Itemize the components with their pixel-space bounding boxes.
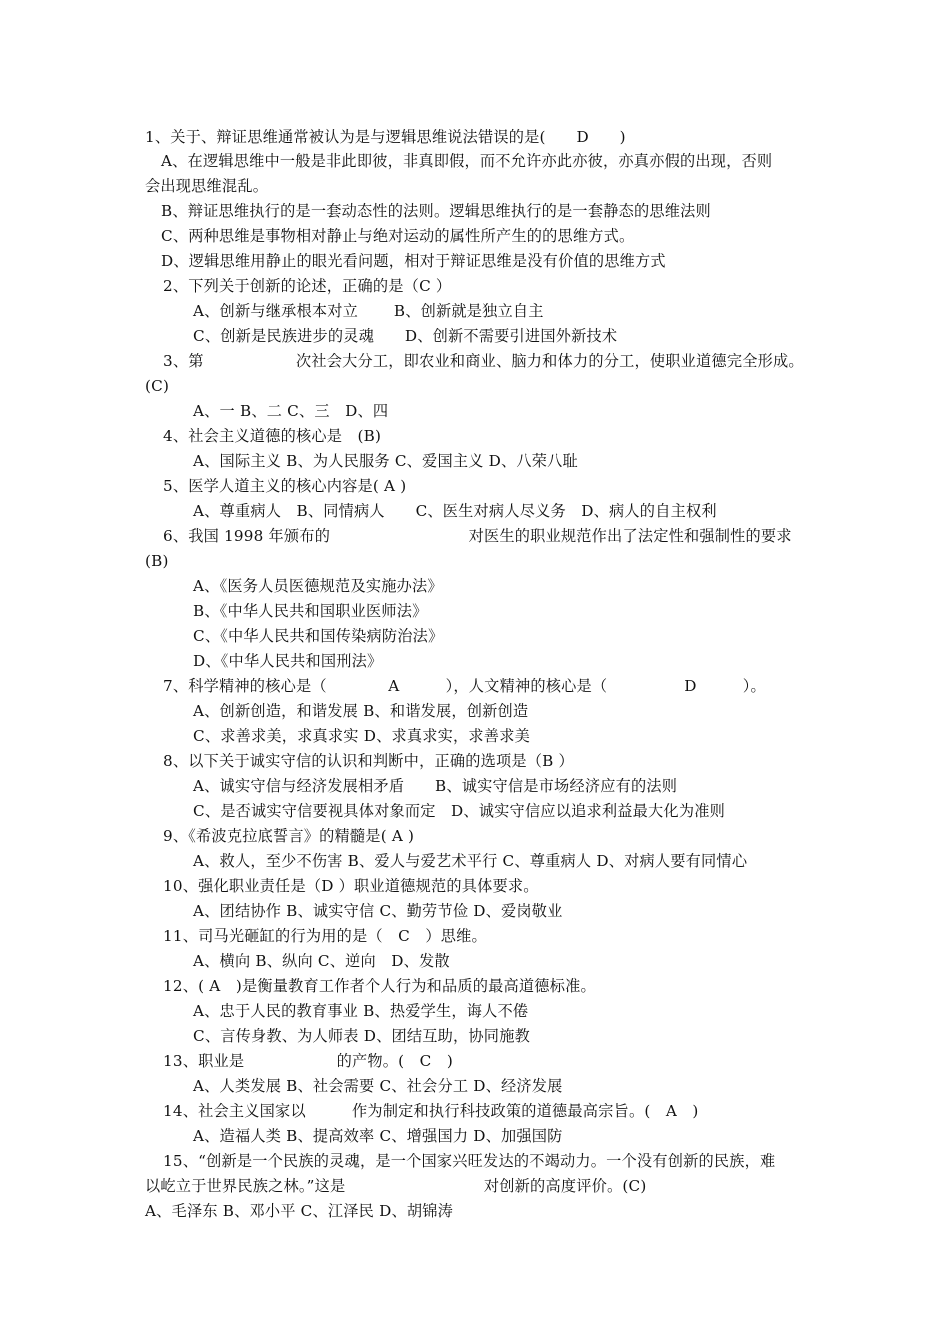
question-15-stem: 15、“创新是一个民族的灵魂，是一个国家兴旺发达的不竭动力。一个没有创新的民族，难 <box>163 1152 776 1170</box>
question-7-stem: 7、科学精神的核心是（ A ），人文精神的核心是（ D ）。 <box>163 677 766 695</box>
q9-options: A、救人，至少不伤害 B、爱人与爱艺术平行 C、尊重病人 D、对病人要有同情心 <box>193 852 748 870</box>
q3-options: A、一 B、二 C、三 D、四 <box>193 402 389 420</box>
question-13-stem: 13、职业是 的产物。( C ) <box>163 1052 453 1070</box>
question-9-stem: 9、《希波克拉底誓言》的精髓是( A ) <box>163 827 415 845</box>
q1-option-b: B、辩证思维执行的是一套动态性的法则。逻辑思维执行的是一套静态的思维法则 <box>161 202 711 220</box>
question-15-stem-cont: 以屹立于世界民族之林。”这是 对创新的高度评价。(C) <box>145 1177 647 1195</box>
question-10-stem: 10、强化职业责任是（D ）职业道德规范的具体要求。 <box>163 877 539 895</box>
question-1-stem: 1、关于、辩证思维通常被认为是与逻辑思维说法错误的是( D ) <box>145 128 626 146</box>
q15-options: A、毛泽东 B、邓小平 C、江泽民 D、胡锦涛 <box>145 1202 454 1220</box>
q1-option-d: D、逻辑思维用静止的眼光看问题，相对于辩证思维是没有价值的思维方式 <box>161 252 666 270</box>
q2-options-cd: C、创新是民族进步的灵魂 D、创新不需要引进国外新技术 <box>193 327 618 345</box>
q6-option-b: B、《中华人民共和国职业医师法》 <box>193 602 428 620</box>
question-11-stem: 11、司马光砸缸的行为用的是（ C ）思维。 <box>163 927 487 945</box>
q11-options: A、横向 B、纵向 C、逆向 D、发散 <box>193 952 450 970</box>
q13-options: A、人类发展 B、社会需要 C、社会分工 D、经济发展 <box>193 1077 563 1095</box>
q12-options-ab: A、忠于人民的教育事业 B、热爱学生，诲人不倦 <box>193 1002 529 1020</box>
q3-answer: (C) <box>145 377 170 395</box>
q1-option-c: C、两种思维是事物相对静止与绝对运动的属性所产生的的思维方式。 <box>161 227 635 245</box>
q7-options-ab: A、创新创造，和谐发展 B、和谐发展，创新创造 <box>193 702 529 720</box>
question-6-stem: 6、我国 1998 年颁布的 对医生的职业规范作出了法定性和强制性的要求 <box>163 527 792 545</box>
q12-options-cd: C、言传身教、为人师表 D、团结互助，协同施教 <box>193 1027 530 1045</box>
q1-option-a-cont: 会出现思维混乱。 <box>145 177 269 195</box>
q8-options-ab: A、诚实守信与经济发展相矛盾 B、诚实守信是市场经济应有的法则 <box>193 777 678 795</box>
q8-options-cd: C、是否诚实守信要视具体对象而定 D、诚实守信应以追求利益最大化为准则 <box>193 802 725 820</box>
question-3-stem: 3、第 次社会大分工，即农业和商业、脑力和体力的分工，使职业道德完全形成。 <box>163 352 804 370</box>
question-14-stem: 14、社会主义国家以 作为制定和执行科技政策的道德最高宗旨。( A ) <box>163 1102 699 1120</box>
q6-option-d: D、《中华人民共和国刑法》 <box>193 652 383 670</box>
question-2-stem: 2、下列关于创新的论述，正确的是（C ） <box>163 277 452 295</box>
q6-option-a: A、《医务人员医德规范及实施办法》 <box>193 577 443 595</box>
q5-options: A、尊重病人 B、同情病人 C、医生对病人尽义务 D、病人的自主权利 <box>193 502 717 520</box>
q10-options: A、团结协作 B、诚实守信 C、勤劳节俭 D、爱岗敬业 <box>193 902 563 920</box>
question-4-stem: 4、社会主义道德的核心是 (B) <box>163 427 382 445</box>
q7-options-cd: C、求善求美，求真求实 D、求真求实，求善求美 <box>193 727 530 745</box>
question-5-stem: 5、医学人道主义的核心内容是( A ) <box>163 477 407 495</box>
question-8-stem: 8、以下关于诚实守信的认识和判断中，正确的选项是（B ） <box>163 752 574 770</box>
q2-options-ab: A、创新与继承根本对立 B、创新就是独立自主 <box>193 302 544 320</box>
q14-options: A、造福人类 B、提高效率 C、增强国力 D、加强国防 <box>193 1127 563 1145</box>
question-12-stem: 12、( A )是衡量教育工作者个人行为和品质的最高道德标准。 <box>163 977 596 995</box>
q1-option-a: A、在逻辑思维中一般是非此即彼，非真即假，而不允许亦此亦彼，亦真亦假的出现，否则 <box>161 152 773 170</box>
q6-option-c: C、《中华人民共和国传染病防治法》 <box>193 627 444 645</box>
q4-options: A、国际主义 B、为人民服务 C、爱国主义 D、八荣八耻 <box>193 452 578 470</box>
q6-answer: (B) <box>145 552 169 570</box>
